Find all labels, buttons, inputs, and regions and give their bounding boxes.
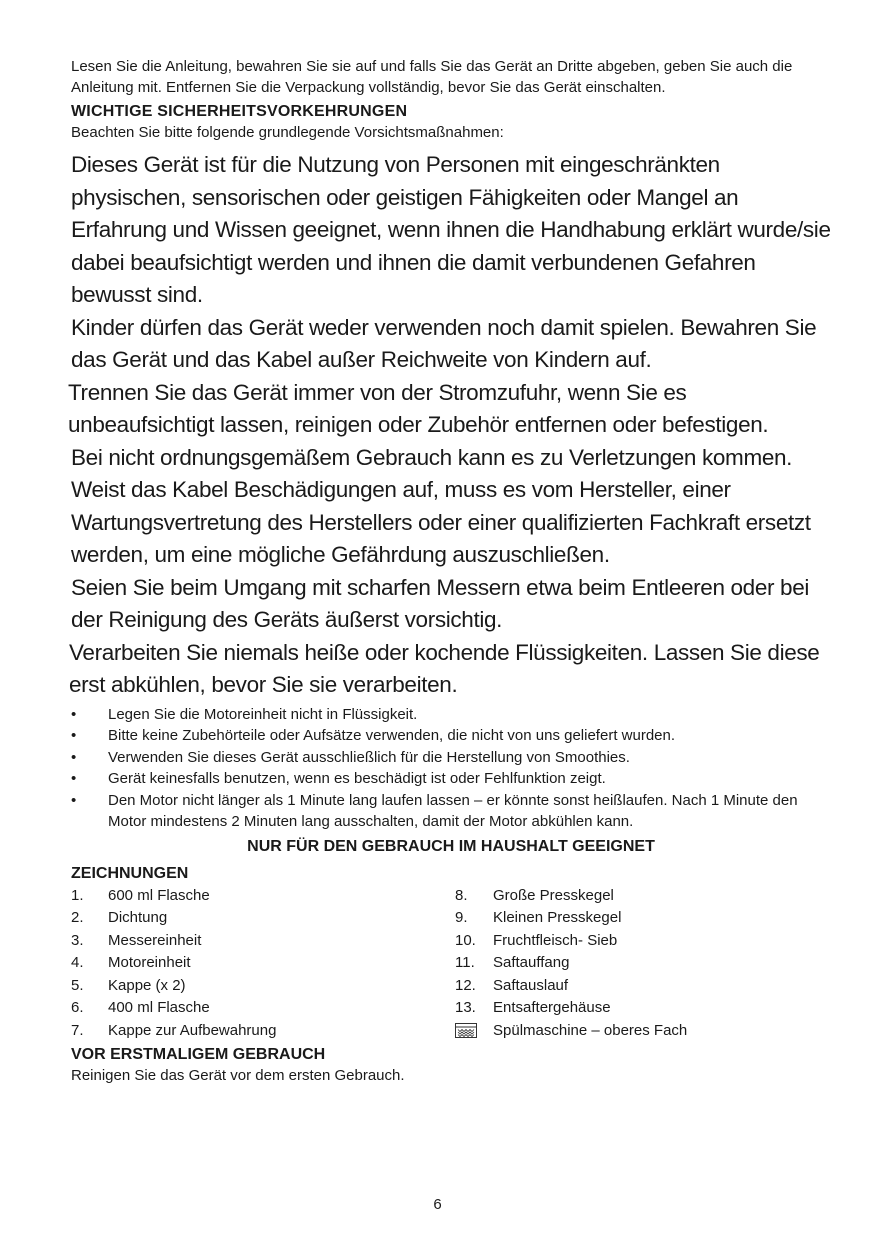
part-item — [71, 930, 455, 953]
list-item — [71, 725, 831, 747]
part-number: 3. — [71, 931, 84, 949]
part-label: Kleinen Presskegel — [493, 909, 622, 926]
part-label: 600 ml Flasche — [108, 886, 210, 904]
part-item — [71, 952, 455, 975]
first-use-heading: VOR ERSTMALIGEM GEBRAUCH — [71, 1046, 326, 1063]
part-label: Fruchtfleisch- Sieb — [493, 931, 618, 949]
safety-paragraph: Dieses Gerät ist für die Nutzung von Personen mit eingeschränkten physischen, sensorischen oder geistigen Fähigkeiten oder Mangel an Erfahrung und Wissen geeignet, wenn ihnen die Handhabung erklärt wurde/sie dabei beaufsichtigt werden und ihnen die damit verbundenen Gefahren bewusst sind. — [71, 152, 831, 307]
safety-paragraph: Seien Sie beim Umgang mit scharfen Messern etwa beim Entleeren oder bei der Reinigung des Geräts äußerst vorsichtig. — [71, 574, 810, 632]
parts-list — [71, 885, 831, 1043]
part-number: 13. — [455, 999, 476, 1016]
part-label: Saftauffang — [493, 954, 570, 971]
part-item — [455, 930, 815, 953]
part-item — [455, 907, 815, 930]
parts-list-left — [71, 885, 455, 1043]
safety-paragraph: Weist das Kabel Beschädigungen auf, muss es vom Hersteller, einer Wartungsvertretung des Herstellers oder einer qualifizierten Fachkraft ersetzt werden, um eine mögliche Gefährdung auszuschließen. — [71, 477, 811, 567]
part-label: Dichtung — [108, 909, 168, 926]
dishwasher-item — [455, 1020, 815, 1043]
manual-page — [68, 56, 831, 1086]
part-number: 9. — [455, 909, 468, 926]
bullet-marker: • — [71, 727, 77, 744]
part-number: 1. — [71, 886, 84, 904]
safety-paragraph: Kinder dürfen das Gerät weder verwenden noch damit spielen. Bewahren Sie das Gerät und das Kabel außer Reichweite von Kindern auf. — [71, 314, 817, 372]
part-item — [455, 997, 815, 1020]
part-label: Motoreinheit — [108, 954, 191, 971]
list-item — [71, 747, 831, 769]
part-item — [71, 885, 455, 908]
part-label: Kappe zur Aufbewahrung — [108, 1021, 277, 1039]
bullet-text: Verwenden Sie dieses Gerät ausschließlich für die Herstellung von Smoothies. — [108, 748, 630, 766]
bullet-marker: • — [71, 705, 77, 723]
part-label: Entsaftergehäuse — [493, 999, 611, 1016]
safety-paragraph: Trennen Sie das Gerät immer von der Stromzufuhr, wenn Sie es unbeaufsichtigt lassen, reinigen oder Zubehör entfernen oder befestigen. — [68, 379, 769, 437]
part-item — [455, 952, 815, 975]
part-label: 400 ml Flasche — [108, 999, 210, 1016]
bullet-marker: • — [71, 770, 77, 787]
part-item — [71, 1020, 455, 1043]
parts-list-right — [455, 885, 815, 1043]
page-number: 6 — [433, 1196, 442, 1213]
safety-large-paragraphs — [68, 149, 831, 702]
part-number: 4. — [71, 954, 84, 971]
dishwasher-label: Spülmaschine – oberes Fach — [493, 1021, 688, 1039]
bullet-marker: • — [71, 748, 77, 766]
part-item — [71, 997, 455, 1020]
part-number: 10. — [455, 931, 476, 949]
part-label: Große Presskegel — [493, 886, 614, 904]
bullet-text: Den Motor nicht länger als 1 Minute lang laufen lassen – er könnte sonst heißlaufen. Nach 1 Minute den Motor mindestens 2 Minuten lang ausschalten, damit der Motor abkühlen kann. — [108, 791, 798, 830]
household-notice: NUR FÜR DEN GEBRAUCH IM HAUSHALT GEEIGNET — [247, 837, 655, 855]
part-item — [71, 907, 455, 930]
safety-paragraph: Verarbeiten Sie niemals heiße oder kochende Flüssigkeiten. Lassen Sie diese erst abkühlen, bevor Sie sie verarbeiten. — [69, 639, 820, 697]
part-number: 12. — [455, 976, 476, 994]
part-item — [71, 975, 455, 998]
part-label: Kappe (x 2) — [108, 976, 186, 994]
bullet-marker: • — [71, 791, 77, 809]
safety-bullet-list — [71, 704, 831, 833]
bullet-text: Gerät keinesfalls benutzen, wenn es beschädigt ist oder Fehlfunktion zeigt. — [108, 770, 606, 787]
part-label: Messereinheit — [108, 931, 202, 949]
part-item — [455, 885, 815, 908]
part-number: 8. — [455, 886, 468, 904]
list-item — [71, 768, 831, 790]
list-item — [71, 704, 831, 726]
part-number: 2. — [71, 909, 84, 926]
part-number: 7. — [71, 1021, 84, 1039]
safety-paragraph: Bei nicht ordnungsgemäßem Gebrauch kann es zu Verletzungen kommen. — [71, 444, 793, 470]
list-item — [71, 790, 831, 833]
drawings-heading: ZEICHNUNGEN — [71, 864, 189, 882]
intro-paragraph: Lesen Sie die Anleitung, bewahren Sie sie auf und falls Sie das Gerät an Dritte abgeben, geben Sie auch die Anleitung mit. Entfernen Sie die Verpackung vollständig, bevor Sie das Gerät einschalten. — [71, 58, 793, 96]
part-number: 5. — [71, 976, 84, 994]
safety-heading: WICHTIGE SICHERHEITSVORKEHRUNGEN — [71, 103, 408, 120]
safety-subtitle: Beachten Sie bitte folgende grundlegende Vorsichtsmaßnahmen: — [71, 124, 504, 141]
dishwasher-icon — [455, 1020, 493, 1043]
part-label: Saftauslauf — [493, 976, 569, 994]
part-number: 11. — [455, 954, 475, 971]
bullet-text: Legen Sie die Motoreinheit nicht in Flüssigkeit. — [108, 705, 418, 723]
part-number: 6. — [71, 999, 84, 1016]
first-use-text: Reinigen Sie das Gerät vor dem ersten Gebrauch. — [71, 1067, 405, 1084]
bullet-text: Bitte keine Zubehörteile oder Aufsätze verwenden, die nicht von uns geliefert wurden. — [108, 727, 676, 744]
part-item — [455, 975, 815, 998]
